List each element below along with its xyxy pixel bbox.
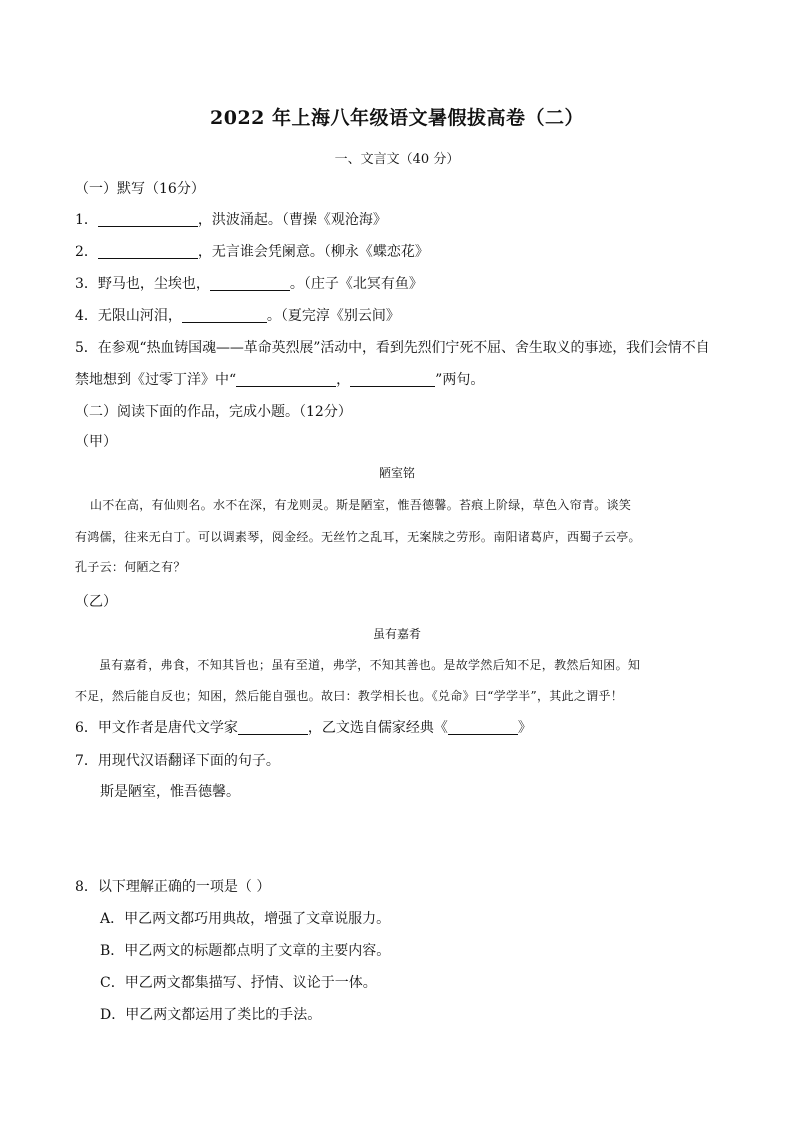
question-7: 7．用现代汉语翻译下面的句子。 — [75, 753, 280, 769]
question-2 — [75, 241, 429, 261]
passage-yi-line-2: 不足，然后能自反也；知困，然后能自强也。故曰：教学相长也。《兑命》曰“学学半”，其此之谓乎！ — [75, 689, 624, 703]
question-8: 8．以下理解正确的一项是（ ） — [75, 879, 271, 895]
question-2-text: ，无言谁会凭阑意。（柳永《蝶恋花》 — [197, 244, 429, 260]
answer-blank-6a[interactable] — [238, 720, 308, 735]
question-5-post: ”两句。 — [435, 372, 485, 388]
question-6 — [75, 717, 532, 737]
part-2-heading: （二）阅读下面的作品，完成小题。（12分） — [75, 404, 352, 420]
passage-jia-label: （甲） — [75, 434, 117, 450]
question-3-post: 。（庄子《北冥有鱼》 — [289, 276, 423, 292]
answer-blank-6b[interactable] — [448, 720, 518, 735]
option-b[interactable]: B．甲乙两文的标题都点明了文章的主要内容。 — [100, 943, 391, 959]
answer-blank-3[interactable] — [210, 276, 290, 291]
passage-jia-line-2: 有鸿儒，往来无白丁。可以调素琴，阅金经。无丝竹之乱耳，无案牍之劳形。南阳诸葛庐，西蜀子云亭。 — [75, 530, 641, 544]
section-heading: 一、文言文（40 分） — [334, 152, 460, 167]
passage-jia-line-3: 孔子云：何陋之有？ — [75, 560, 186, 574]
option-c[interactable]: C．甲乙两文都集描写、抒情、议论于一体。 — [100, 975, 377, 991]
passage-yi-label: （乙） — [75, 594, 117, 610]
question-3 — [75, 273, 423, 293]
passage-yi-title: 虽有嘉肴 — [372, 627, 421, 641]
answer-blank-5b[interactable] — [350, 372, 435, 387]
question-1-number: 1． — [75, 212, 98, 228]
question-6-mid: ，乙文选自儒家经典《 — [307, 720, 448, 736]
question-4 — [75, 305, 400, 325]
answer-blank-5a[interactable] — [236, 372, 336, 387]
answer-blank-2[interactable] — [98, 244, 198, 259]
passage-jia-line-1: 山不在高，有仙则名。水不在深，有龙则灵。斯是陋室，惟吾德馨。苔痕上阶绿，草色入帘青。谈笑 — [90, 498, 632, 512]
question-5-pre: 禁地想到《过零丁洋》中“ — [75, 372, 237, 388]
answer-blank-1[interactable] — [98, 212, 198, 227]
question-4-post: 。（夏完淳《别云间》 — [266, 308, 400, 324]
option-a[interactable]: A．甲乙两文都巧用典故，增强了文章说服力。 — [100, 911, 391, 927]
question-5-line-2 — [75, 369, 484, 389]
option-d[interactable]: D．甲乙两文都运用了类比的手法。 — [100, 1007, 322, 1023]
question-5-line-1: 5．在参观“热血铸国魂——革命英烈展”活动中，看到先烈们宁死不屈、舍生取义的事迹，我们会情不自 — [75, 340, 710, 356]
question-2-number: 2． — [75, 244, 98, 260]
part-1-heading: （一）默写（16分） — [75, 181, 205, 197]
question-6-pre: 6．甲文作者是唐代文学家 — [75, 720, 238, 736]
question-7-sentence: 斯是陋室，惟吾德馨。 — [100, 784, 240, 800]
question-5-mid: ， — [336, 372, 351, 388]
answer-blank-4[interactable] — [182, 308, 267, 323]
passage-jia-title: 陋室铭 — [378, 466, 415, 480]
question-4-pre: 4．无限山河泪， — [75, 308, 182, 324]
question-6-post: 》 — [517, 720, 532, 736]
question-3-pre: 3．野马也，尘埃也， — [75, 276, 210, 292]
question-1-text: ，洪波涌起。（曹操《观沧海》 — [197, 212, 387, 228]
page-title: 2022 年上海八年级语文暑假拔高卷（二） — [210, 107, 584, 129]
passage-yi-line-1: 虽有嘉肴，弗食，不知其旨也；虽有至道，弗学，不知其善也。是故学然后知不足，教然后知困。知 — [99, 658, 641, 672]
question-1 — [75, 209, 387, 229]
